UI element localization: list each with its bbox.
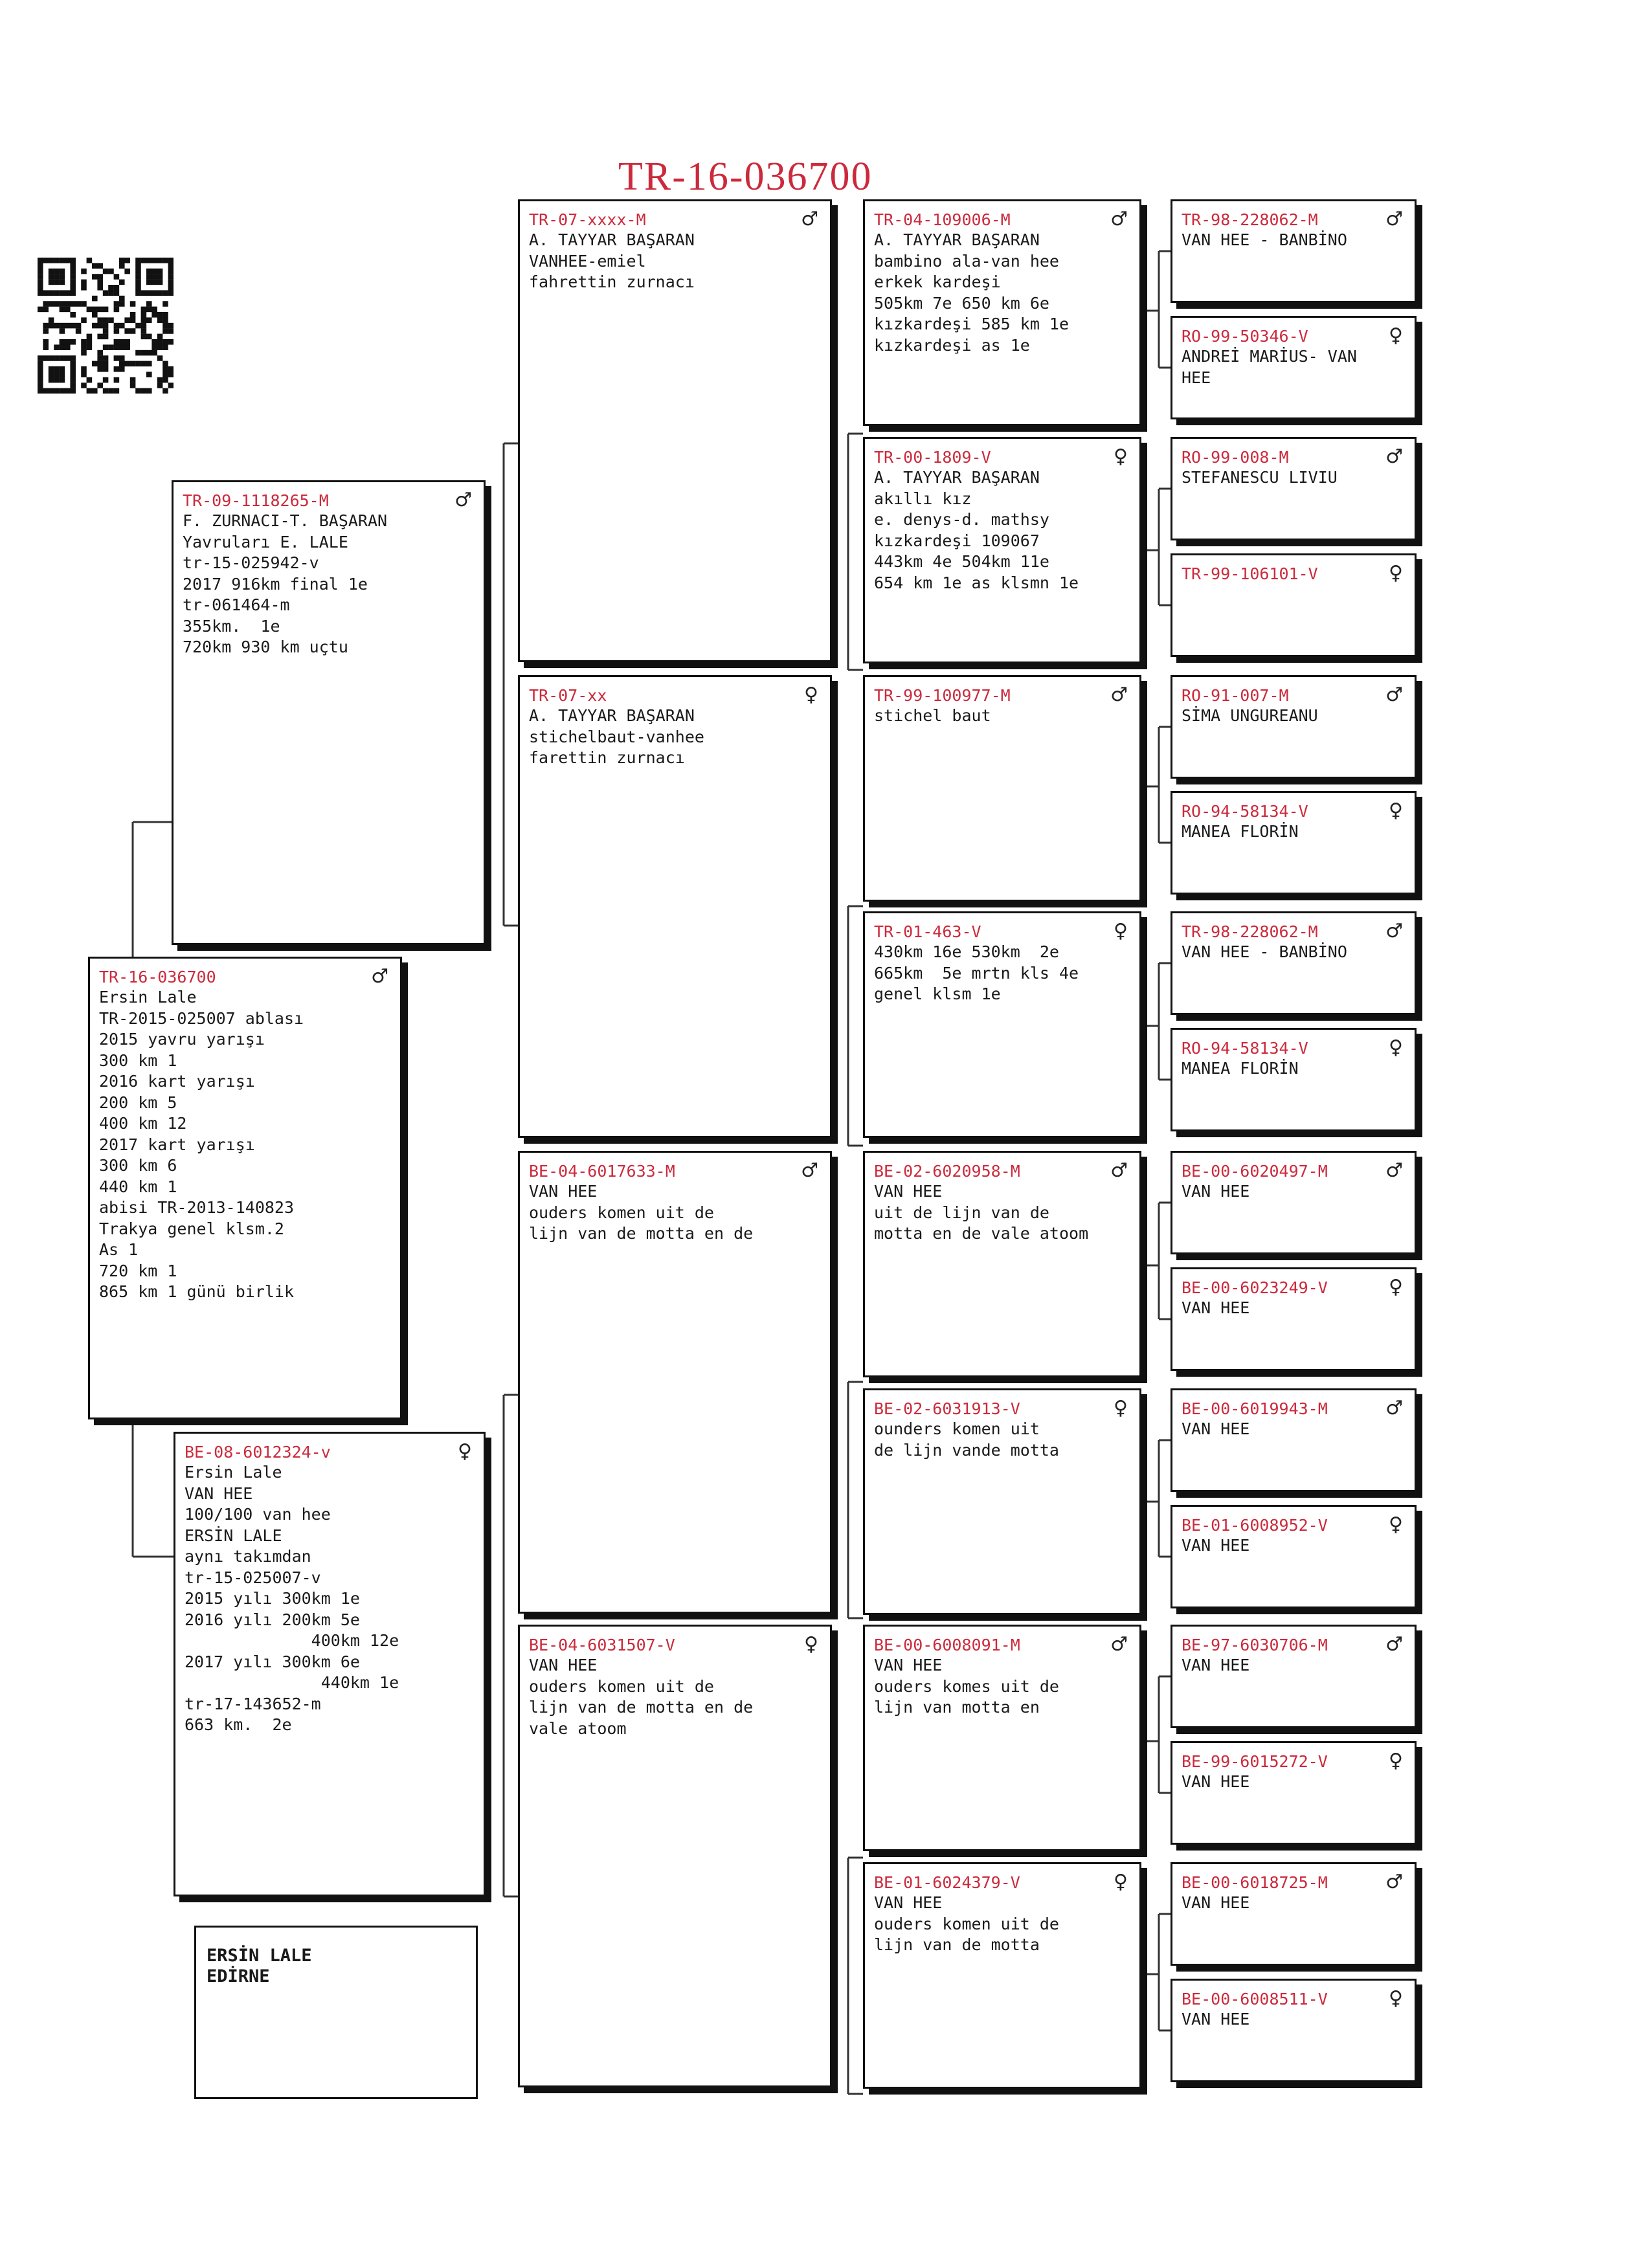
ring-number: TR-01-463-V	[874, 922, 981, 941]
info-line: de lijn vande motta	[874, 1440, 1059, 1460]
info-line: VAN HEE	[529, 1656, 598, 1674]
info-line: Trakya genel klsm.2	[99, 1219, 284, 1238]
ring-number: BE-01-6024379-V	[874, 1873, 1020, 1892]
info-line: kızkardeşi as 1e	[874, 335, 1030, 355]
info-line: Yavruları E. LALE	[183, 532, 348, 551]
info-line: kızkardeşi 109067	[874, 531, 1040, 550]
sire-card	[172, 480, 486, 945]
info-line: 355km. 1e	[183, 616, 280, 636]
info-line: VAN HEE	[1182, 1419, 1250, 1438]
ring-number: RO-94-58134-V	[1182, 1039, 1308, 1058]
ring-number: TR-99-100977-M	[874, 686, 1011, 705]
great-great-grandparent-card	[1171, 1625, 1417, 1728]
info-line: ouders komen uit de	[529, 1203, 714, 1222]
male-symbol-icon: ♂	[801, 208, 818, 230]
ring-number: TR-98-228062-M	[1182, 922, 1318, 941]
info-line: VAN HEE - BANBİNO	[1182, 230, 1347, 249]
ring-number: BE-00-6008511-V	[1182, 1990, 1328, 2008]
male-symbol-icon: ♂	[801, 1159, 818, 1182]
great-great-grandparent-card	[1171, 437, 1417, 540]
info-line: farettin zurnacı	[529, 748, 685, 767]
great-great-grandparent-card	[1171, 1505, 1417, 1608]
info-line: 663 km. 2e	[185, 1715, 292, 1734]
info-line: ouders komen uit de	[529, 1676, 714, 1696]
great-grandparent-card	[863, 199, 1141, 426]
breeder-card	[194, 1926, 478, 2099]
info-line: Ersin Lale	[185, 1463, 282, 1482]
male-symbol-icon: ♂	[454, 489, 472, 511]
subject-card	[88, 957, 402, 1419]
ring-number: BE-08-6012324-v	[185, 1443, 331, 1462]
info-line: A. TAYYAR BAŞARAN	[529, 230, 695, 249]
info-line: VAN HEE	[185, 1484, 253, 1503]
male-symbol-icon: ♂	[1110, 208, 1128, 230]
info-line: tr-15-025007-v	[185, 1568, 321, 1587]
female-symbol-icon: ♀	[1389, 1036, 1403, 1059]
info-line: 300 km 6	[99, 1156, 177, 1175]
info-line: VAN HEE	[1182, 1298, 1250, 1317]
info-line: tr-17-143652-m	[185, 1694, 321, 1713]
ring-number: RO-91-007-M	[1182, 686, 1289, 705]
info-line: ounders komen uit	[874, 1419, 1040, 1438]
info-line: As 1	[99, 1240, 139, 1259]
grandparent-card	[518, 675, 832, 1138]
info-line: VAN HEE	[1182, 1656, 1250, 1674]
info-line: lijn van motta en	[874, 1698, 1040, 1717]
info-line: tr-15-025942-v	[183, 553, 319, 572]
female-symbol-icon: ♀	[1389, 799, 1403, 822]
info-line: akıllı kız	[874, 489, 972, 508]
info-line: STEFANESCU LIVIU	[1182, 468, 1338, 487]
ring-number: BE-99-6015272-V	[1182, 1752, 1328, 1771]
info-line: 200 km 5	[99, 1093, 177, 1112]
info-line: erkek kardeşi	[874, 272, 1001, 291]
great-great-grandparent-card	[1171, 1151, 1417, 1254]
info-line: ANDREİ MARİUS- VAN	[1182, 347, 1357, 366]
ring-number: TR-04-109006-M	[874, 210, 1011, 229]
info-line: VAN HEE	[874, 1656, 943, 1674]
info-line: 2016 yılı 200km 5e	[185, 1610, 360, 1629]
info-line: 443km 4e 504km 11e	[874, 552, 1049, 571]
info-line: 300 km 1	[99, 1051, 177, 1070]
great-great-grandparent-card	[1171, 791, 1417, 895]
male-symbol-icon: ♂	[1385, 445, 1403, 468]
great-great-grandparent-card	[1171, 1741, 1417, 1845]
male-symbol-icon: ♂	[1385, 1633, 1403, 1656]
ring-number: BE-02-6020958-M	[874, 1162, 1020, 1181]
ring-number: BE-02-6031913-V	[874, 1399, 1020, 1418]
info-line: SİMA UNGUREANU	[1182, 706, 1318, 725]
female-symbol-icon: ♀	[1389, 1987, 1403, 2010]
great-grandparent-card	[863, 437, 1141, 663]
info-line: fahrettin zurnacı	[529, 272, 695, 291]
info-line: VAN HEE	[874, 1182, 943, 1201]
info-line: VAN HEE	[529, 1182, 598, 1201]
female-symbol-icon: ♀	[1389, 324, 1403, 347]
info-line: 400km 12e	[185, 1631, 399, 1650]
great-grandparent-card	[863, 1151, 1141, 1377]
great-grandparent-card	[863, 911, 1141, 1138]
great-grandparent-card	[863, 1625, 1141, 1851]
great-great-grandparent-card	[1171, 1267, 1417, 1371]
info-line: 440 km 1	[99, 1177, 177, 1196]
male-symbol-icon: ♂	[1110, 684, 1128, 706]
info-line: abisi TR-2013-140823	[99, 1198, 295, 1217]
info-line: tr-061464-m	[183, 595, 290, 614]
great-grandparent-card	[863, 675, 1141, 902]
info-line: lijn van de motta	[874, 1935, 1040, 1954]
great-great-grandparent-card	[1171, 1388, 1417, 1492]
info-line: stichel baut	[874, 706, 991, 725]
male-symbol-icon: ♂	[1385, 1397, 1403, 1419]
info-line: 665km 5e mrtn kls 4e	[874, 963, 1079, 983]
info-line: Ersin Lale	[99, 988, 197, 1006]
ring-number: TR-07-xxxx-M	[529, 210, 646, 229]
info-line: bambino ala-van hee	[874, 251, 1059, 271]
info-line: VAN HEE	[1182, 1772, 1250, 1791]
info-line: VAN HEE - BANBİNO	[1182, 942, 1347, 961]
info-line: TR-2015-025007 ablası	[99, 1008, 304, 1028]
info-line: 440km 1e	[185, 1673, 399, 1692]
info-line: 2017 kart yarışı	[99, 1135, 255, 1154]
info-line: VAN HEE	[1182, 1182, 1250, 1201]
male-symbol-icon: ♂	[1385, 208, 1403, 230]
male-symbol-icon: ♂	[1110, 1159, 1128, 1182]
great-great-grandparent-card	[1171, 1979, 1417, 2082]
female-symbol-icon: ♀	[1389, 562, 1403, 584]
female-symbol-icon: ♀	[804, 684, 818, 706]
info-line: HEE	[1182, 368, 1211, 387]
female-symbol-icon: ♀	[1114, 920, 1128, 942]
info-line: uit de lijn van de	[874, 1203, 1049, 1222]
info-line: VAN HEE	[1182, 1536, 1250, 1555]
info-line: ouders komes uit de	[874, 1676, 1059, 1696]
ring-number: BE-00-6008091-M	[874, 1636, 1020, 1654]
grandparent-card	[518, 199, 832, 662]
ring-number: BE-01-6008952-V	[1182, 1516, 1328, 1535]
female-symbol-icon: ♀	[1114, 1871, 1128, 1893]
great-great-grandparent-card	[1171, 316, 1417, 419]
info-line: MANEA FLORİN	[1182, 1059, 1299, 1078]
ring-number: BE-04-6017633-M	[529, 1162, 675, 1181]
info-line: 430km 16e 530km 2e	[874, 942, 1059, 961]
info-line: genel klsm 1e	[874, 984, 1001, 1003]
info-line: 654 km 1e as klsmn 1e	[874, 573, 1079, 592]
page-title: TR-16-036700	[618, 155, 873, 199]
female-symbol-icon: ♀	[458, 1440, 472, 1463]
ring-number: BE-00-6020497-M	[1182, 1162, 1328, 1181]
male-symbol-icon: ♂	[1385, 1159, 1403, 1182]
info-line: ERSİN LALE	[207, 1946, 312, 1966]
ring-number: RO-94-58134-V	[1182, 802, 1308, 821]
info-line: lijn van de motta en de	[529, 1698, 754, 1717]
dam-card	[174, 1432, 486, 1896]
female-symbol-icon: ♀	[1389, 1513, 1403, 1536]
ring-number: BE-00-6018725-M	[1182, 1873, 1328, 1892]
info-line: e. denys-d. mathsy	[874, 510, 1049, 529]
great-great-grandparent-card	[1171, 199, 1417, 303]
male-symbol-icon: ♂	[1385, 1871, 1403, 1893]
info-line: vale atoom	[529, 1718, 627, 1738]
info-line: 2016 kart yarışı	[99, 1072, 255, 1091]
info-line: 865 km 1 günü birlik	[99, 1282, 295, 1301]
ring-number: TR-98-228062-M	[1182, 210, 1318, 229]
info-line: ouders komen uit de	[874, 1914, 1059, 1933]
ring-number: RO-99-50346-V	[1182, 327, 1308, 346]
great-grandparent-card	[863, 1388, 1141, 1615]
info-line: A. TAYYAR BAŞARAN	[874, 468, 1040, 487]
great-grandparent-card	[863, 1862, 1141, 2089]
info-line: MANEA FLORİN	[1182, 822, 1299, 841]
ring-number: BE-00-6019943-M	[1182, 1399, 1328, 1418]
info-line: VAN HEE	[1182, 2010, 1250, 2029]
ring-number: BE-04-6031507-V	[529, 1636, 675, 1654]
great-great-grandparent-card	[1171, 553, 1417, 657]
ring-number: TR-99-106101-V	[1182, 564, 1318, 583]
female-symbol-icon: ♀	[1114, 445, 1128, 468]
female-symbol-icon: ♀	[1389, 1750, 1403, 1772]
info-line: 505km 7e 650 km 6e	[874, 293, 1049, 313]
info-line: 2015 yavru yarışı	[99, 1030, 265, 1049]
info-line: lijn van de motta en de	[529, 1224, 754, 1243]
male-symbol-icon: ♂	[1385, 920, 1403, 942]
info-line: F. ZURNACI-T. BAŞARAN	[183, 511, 388, 530]
female-symbol-icon: ♀	[1114, 1397, 1128, 1419]
grandparent-card	[518, 1151, 832, 1614]
female-symbol-icon: ♀	[804, 1633, 818, 1656]
info-line: stichelbaut-vanhee	[529, 727, 704, 746]
great-great-grandparent-card	[1171, 675, 1417, 779]
info-line: 2017 yılı 300km 6e	[185, 1652, 360, 1671]
great-great-grandparent-card	[1171, 1862, 1417, 1966]
grandparent-card	[518, 1625, 832, 2087]
great-great-grandparent-card	[1171, 911, 1417, 1015]
info-line: 720km 930 km uçtu	[183, 638, 348, 656]
ring-number: TR-16-036700	[99, 968, 216, 986]
ring-number: TR-00-1809-V	[874, 448, 991, 467]
info-line: VANHEE-emiel	[529, 251, 646, 271]
info-line: aynı takımdan	[185, 1547, 311, 1566]
great-great-grandparent-card	[1171, 1028, 1417, 1131]
ring-number: RO-99-008-M	[1182, 448, 1289, 467]
info-line: motta en de vale atoom	[874, 1224, 1089, 1243]
ring-number: TR-07-xx	[529, 686, 607, 705]
ring-number: BE-00-6023249-V	[1182, 1278, 1328, 1297]
info-line: ERSİN LALE	[185, 1526, 282, 1545]
info-line: VAN HEE	[1182, 1893, 1250, 1912]
info-line: 720 km 1	[99, 1261, 177, 1280]
male-symbol-icon: ♂	[371, 965, 388, 988]
ring-number: TR-09-1118265-M	[183, 491, 329, 510]
info-line: 2017 916km final 1e	[183, 574, 368, 594]
info-line: 2015 yılı 300km 1e	[185, 1589, 360, 1608]
info-line: A. TAYYAR BAŞARAN	[529, 706, 695, 725]
female-symbol-icon: ♀	[1389, 1276, 1403, 1298]
info-line: 100/100 van hee	[185, 1505, 331, 1524]
male-symbol-icon: ♂	[1385, 684, 1403, 706]
info-line: A. TAYYAR BAŞARAN	[874, 230, 1040, 249]
info-line: kızkardeşi 585 km 1e	[874, 315, 1070, 333]
male-symbol-icon: ♂	[1110, 1633, 1128, 1656]
info-line: 400 km 12	[99, 1114, 187, 1133]
info-line: EDİRNE	[207, 1966, 270, 1986]
ring-number: BE-97-6030706-M	[1182, 1636, 1328, 1654]
info-line: VAN HEE	[874, 1893, 943, 1912]
